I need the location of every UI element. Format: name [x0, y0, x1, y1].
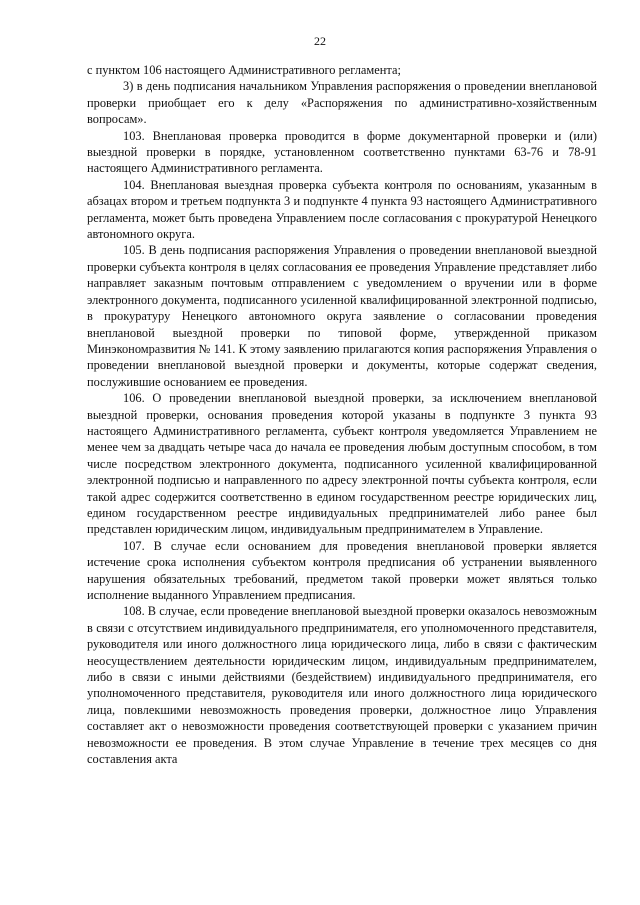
paragraph-continuation: с пунктом 106 настоящего Административного регламента; [87, 63, 401, 77]
paragraph-103: 103. Внеплановая проверка проводится в форме документарной проверки и (или) выездной проверки в порядке, установленном соответственно пунктами 63-76 и 78-91 настоящего Административного регламента. [87, 128, 597, 176]
page-number: 22 [314, 34, 326, 48]
document-body [87, 62, 597, 767]
paragraph-108: 108. В случае, если проведение внеплановой выездной проверки оказалось невозможным в связи с отсутствием индивидуального предпринимателя, его уполномоченного представителя, руководителя или иного должностного лица юридического лица, либо в связи с фактическим неосуществлением деятельности юридическим лицом, индивидуальным предпринимателем, либо в связи с иными действиями (бездействием) индивидуального предпринимателя, его уполномоченного представителя, руководителя или иного должностного лица юридического лица, повлекшими невозможность проведения проверки, должностное лицо Управления составляет акт о невозможности проведения соответствующей проверки с указанием причин невозможности ее проведения. В этом случае Управление в течение трех месяцев со дня составления акта [87, 604, 597, 767]
paragraph-subitem-3: 3) в день подписания начальником Управления распоряжения о проведении внеплановой проверки приобщает его к делу «Распоряжения по административно-хозяйственным вопросам». [87, 79, 597, 127]
paragraph-106: 106. О проведении внеплановой выездной проверки, за исключением внеплановой выездной проверки, основания проведения которой указаны в подпункте 3 пункта 93 настоящего Административного регламента, субъект контроля уведомляется Управлением не менее чем за двадцать четыре часа до начала ее проведения любым доступным способом, в том числе посредством электронного документа, подписанного усиленной квалифицированной электронной подписью и направленного по адресу электронной почты субъекта контроля, если такой адрес содержится соответственно в едином государственном реестре юридических лиц, едином государственном реестре индивидуальных предпринимателей либо ранее был представлен юридическим лицом, индивидуальным предпринимателем в Управление. [87, 391, 597, 537]
paragraph-107: 107. В случае если основанием для проведения внеплановой проверки является истечение срока исполнения субъектом контроля предписания об устранении выявленного нарушения обязательных требований, предметом такой проверки может являться только исполнение выданного Управлением предписания. [87, 538, 597, 602]
paragraph-105: 105. В день подписания распоряжения Управления о проведении внеплановой выездной проверки субъекта контроля в целях согласования ее проведения Управление представляет либо направляет заказным почтовым отправлением с уведомлением о вручении или в форме электронного документа, подписанного усиленной квалифицированной электронной подписью, в прокуратуру Ненецкого автономного округа заявление о согласовании проведения внеплановой выездной проверки по типовой форме, утвержденной приказом Минэкономразвития № 141. К этому заявлению прилагаются копия распоряжения Управления о проведении внеплановой выездной проверки и документы, которые содержат сведения, послужившие основанием ее проведения. [87, 243, 597, 389]
paragraph-104: 104. Внеплановая выездная проверка субъекта контроля по основаниям, указанным в абзацах втором и третьем подпункта 3 и подпункте 4 пункта 93 настоящего Административного регламента, может быть проведена Управлением после согласования с прокуратурой Ненецкого автономного округа. [87, 177, 597, 242]
